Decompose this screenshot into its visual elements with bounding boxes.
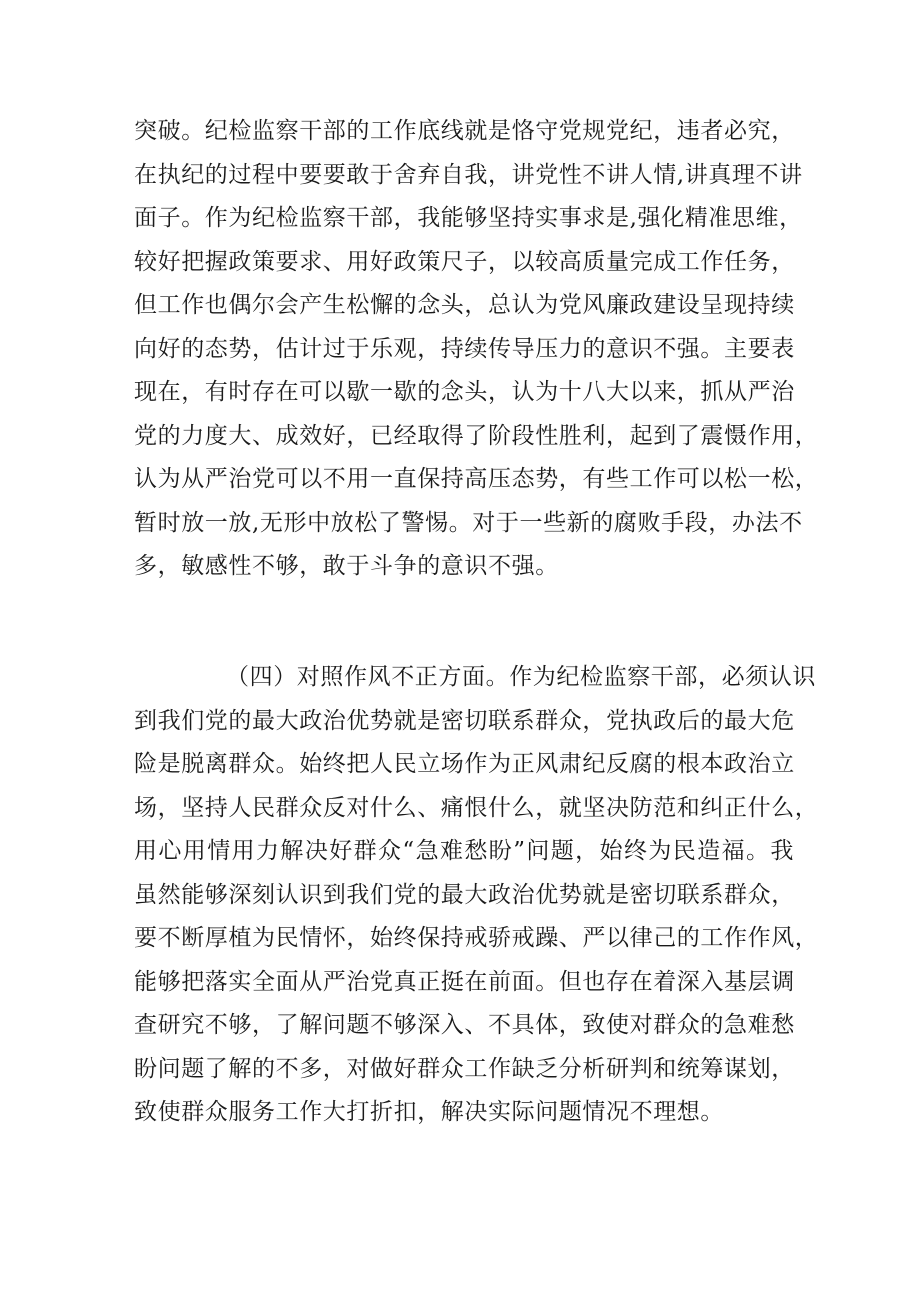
text-line: 致使群众服务工作大打折扣，解决实际问题情况不理想。 bbox=[134, 1099, 724, 1125]
text-line: 在执纪的过程中要要敢于舍弃自我，讲党性不讲人情,讲真理不讲 bbox=[134, 161, 803, 188]
text-line: 多，敏感性不够，敢于斗争的意识不强。 bbox=[134, 553, 559, 579]
text-line: 虽然能够深刻认识到我们党的最大政治优势就是密切联系群众， bbox=[134, 881, 795, 908]
text-line: 能够把落实全面从严治党真正挺在前面。但也存在着深入基层调 bbox=[134, 968, 795, 995]
text-line: 面子。作为纪检监察干部，我能够坚持实事求是,强化精准思维， bbox=[134, 205, 803, 231]
text-line: 查研究不够，了解问题不够深入、不具体，致使对群众的急难愁 bbox=[134, 1012, 795, 1038]
text-line: 现在，有时存在可以歇一歇的念头，认为十八大以来，抓从严治 bbox=[134, 379, 795, 405]
paragraph-discipline bbox=[134, 110, 819, 589]
text-line: 较好把握政策要求、用好政策尺子，以较高质量完成工作任务， bbox=[134, 248, 795, 275]
paragraph-work-style bbox=[134, 656, 819, 1135]
text-line: 要不断厚植为民情怀，始终保持戒骄戒躁、严以律己的工作作风， bbox=[134, 925, 819, 951]
text-line: 用心用情用力解决好群众“急难愁盼”问题，始终为民造福。我 bbox=[134, 838, 794, 864]
text-line: 场，坚持人民群众反对什么、痛恨什么，就坚决防范和纠正什么， bbox=[134, 794, 819, 821]
text-line: 突破。纪检监察干部的工作底线就是恪守党规党纪，违者必究， bbox=[134, 118, 795, 144]
text-line: 到我们党的最大政治优势就是密切联系群众，党执政后的最大危 bbox=[134, 707, 795, 734]
text-line: 但工作也偶尔会产生松懈的念头，总认为党风廉政建设呈现持续 bbox=[134, 292, 795, 318]
text-line: 党的力度大、成效好，已经取得了阶段性胜利，起到了震慑作用， bbox=[134, 422, 819, 449]
text-line: 盼问题了解的不多，对做好群众工作缺乏分析研判和统筹谋划， bbox=[134, 1055, 795, 1082]
text-line: 认为从严治党可以不用一直保持高压态势，有些工作可以松一松， bbox=[134, 466, 819, 492]
text-line: （四）对照作风不正方面。作为纪检监察干部，必须认识 bbox=[226, 664, 816, 690]
text-line: 险是脱离群众。始终把人民立场作为正风肃纪反腐的根本政治立 bbox=[134, 751, 795, 777]
text-line: 暂时放一放,无形中放松了警惕。对于一些新的腐败手段，办法不 bbox=[134, 509, 803, 536]
text-line: 向好的态势，估计过于乐观，持续传导压力的意识不强。主要表 bbox=[134, 335, 795, 362]
